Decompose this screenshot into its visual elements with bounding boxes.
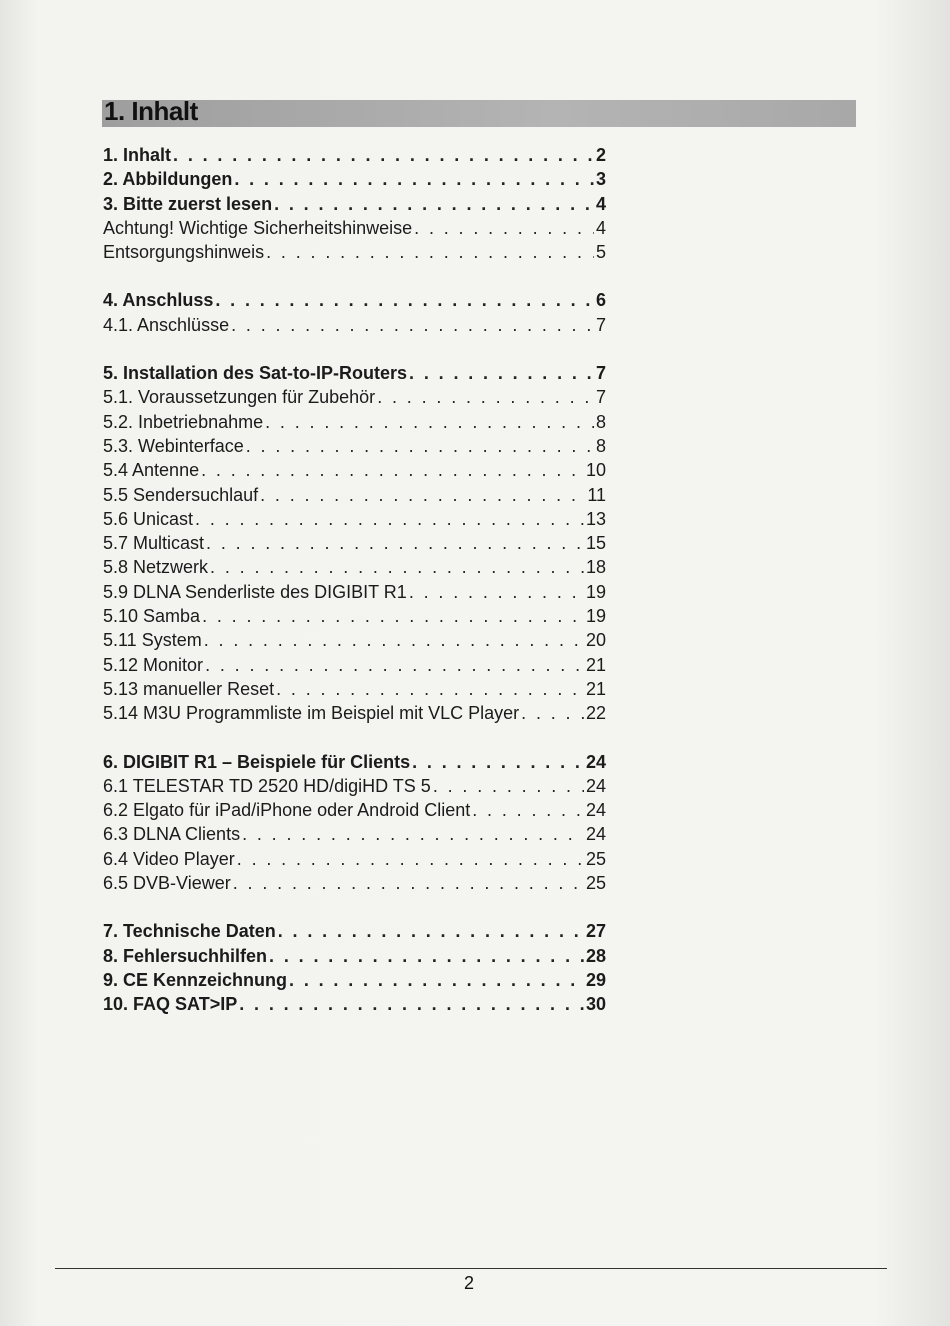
toc-entry-page: 19	[585, 581, 606, 602]
toc-entry	[103, 434, 606, 458]
toc-entry	[103, 628, 606, 652]
toc-entry-label: 6.5 DVB-Viewer	[103, 873, 231, 894]
toc-entry-page: 3	[595, 169, 606, 190]
toc-entry-label: 5.5 Sendersuchlauf	[103, 484, 259, 505]
toc-entry-label: 6.3 DLNA Clients	[103, 824, 241, 845]
toc-entry-label: 5.6 Unicast	[103, 508, 194, 529]
toc-entry-label: 1. Inhalt	[103, 145, 172, 165]
toc-entry-label: Achtung! Wichtige Sicherheitshinweise	[103, 217, 413, 238]
toc-dot-leader	[433, 774, 584, 798]
toc-dot-leader	[409, 361, 594, 385]
section-title: 1. Inhalt	[104, 96, 198, 126]
toc-entry-label: 4.1. Anschlüsse	[103, 314, 230, 335]
toc-entry	[103, 385, 606, 409]
toc-dot-leader	[260, 483, 585, 507]
toc-entry-page: 24	[585, 751, 606, 772]
toc-entry-label: 5.2. Inbetriebnahme	[103, 411, 264, 432]
toc-dot-leader	[377, 385, 594, 409]
toc-entry-page: 4	[595, 193, 606, 214]
toc-dot-leader	[472, 798, 584, 822]
toc-entry-page: 7	[595, 314, 606, 335]
footer-divider	[55, 1268, 887, 1269]
toc-entry-page: 7	[595, 387, 606, 408]
toc-dot-leader	[205, 653, 584, 677]
toc-entry-label: 5.1. Voraussetzungen für Zubehör	[103, 387, 376, 408]
toc-entry-label: 6.1 TELESTAR TD 2520 HD/digiHD TS 5	[103, 775, 431, 796]
toc-entry-page: 5	[595, 242, 606, 263]
toc-dot-leader	[206, 531, 584, 555]
toc-entry-page: 25	[585, 848, 606, 869]
toc-entry-label: 10. FAQ SAT>IP	[103, 994, 238, 1015]
toc-group-gap	[103, 264, 606, 288]
toc-dot-leader	[233, 871, 584, 895]
toc-dot-leader	[195, 507, 584, 531]
toc-entry-page: 24	[585, 824, 606, 845]
toc-entry-page: 8	[595, 435, 606, 456]
toc-entry	[103, 192, 606, 216]
toc-entry	[103, 822, 606, 846]
toc-entry-label: 2. Abbildungen	[103, 169, 233, 190]
toc-dot-leader	[269, 944, 584, 968]
toc-entry	[103, 555, 606, 579]
toc-entry-page: 7	[595, 363, 606, 384]
toc-entry-page: 8	[595, 411, 606, 432]
toc-dot-leader	[521, 701, 584, 725]
toc-entry-page: 21	[585, 678, 606, 699]
toc-group-gap	[103, 337, 606, 361]
toc-entry-label: 6. DIGIBIT R1 – Beispiele für Clients	[103, 751, 411, 772]
toc-dot-leader	[265, 410, 594, 434]
toc-entry	[103, 410, 606, 434]
toc-entry	[103, 604, 606, 628]
toc-entry-page: 15	[585, 533, 606, 554]
section-header-bar	[102, 100, 856, 127]
toc-entry-label: 6.4 Video Player	[103, 848, 235, 869]
toc-entry	[103, 240, 606, 264]
toc-entry-label: 5.9 DLNA Senderliste des DIGIBIT R1	[103, 581, 407, 602]
toc-entry	[103, 580, 606, 604]
toc-entry-page: 24	[585, 775, 606, 796]
toc-entry-label: 5.7 Multicast	[103, 533, 205, 554]
toc-entry-page: 4	[595, 217, 606, 238]
toc-entry-page: 18	[585, 557, 606, 578]
toc-entry	[103, 919, 606, 943]
toc-dot-leader	[234, 167, 594, 191]
table-of-contents	[103, 143, 606, 1017]
toc-entry	[103, 847, 606, 871]
page-number: 2	[464, 1273, 475, 1293]
toc-entry-page: 25	[585, 873, 606, 894]
toc-dot-leader	[274, 192, 594, 216]
toc-dot-leader	[289, 968, 584, 992]
toc-entry	[103, 798, 606, 822]
toc-entry	[103, 361, 606, 385]
toc-dot-leader	[231, 313, 594, 337]
toc-entry-page: 29	[585, 969, 606, 990]
toc-entry-page: 6	[595, 290, 606, 311]
toc-entry	[103, 507, 606, 531]
toc-dot-leader	[412, 750, 584, 774]
toc-dot-leader	[278, 919, 584, 943]
toc-dot-leader	[201, 458, 584, 482]
toc-entry	[103, 288, 606, 312]
toc-entry	[103, 871, 606, 895]
toc-entry-page: 13	[585, 508, 606, 529]
toc-entry	[103, 968, 606, 992]
toc-entry-label: 5.4 Antenne	[103, 460, 200, 481]
toc-entry-page: 11	[587, 484, 606, 505]
toc-entry-label: 3. Bitte zuerst lesen	[103, 193, 273, 214]
toc-entry-page: 19	[585, 606, 606, 627]
toc-entry	[103, 483, 606, 507]
toc-dot-leader	[239, 992, 584, 1016]
toc-entry	[103, 216, 606, 240]
toc-entry	[103, 701, 606, 725]
toc-entry-page: 28	[585, 945, 606, 966]
toc-entry-label: 5.12 Monitor	[103, 654, 204, 675]
toc-dot-leader	[409, 580, 584, 604]
toc-entry	[103, 677, 606, 701]
toc-dot-leader	[414, 216, 594, 240]
toc-entry-label: 5.14 M3U Programmliste im Beispiel mit VLC Player	[103, 703, 520, 724]
toc-entry	[103, 750, 606, 774]
toc-entry	[103, 143, 606, 167]
toc-entry-label: 7. Technische Daten	[103, 921, 276, 942]
toc-entry	[103, 167, 606, 191]
toc-entry-page: 21	[585, 654, 606, 675]
toc-entry	[103, 992, 606, 1016]
toc-dot-leader	[215, 288, 594, 312]
toc-entry-label: 5.11 System	[103, 630, 202, 651]
toc-entry	[103, 313, 606, 337]
toc-entry-label: 5. Installation des Sat-to-IP-Routers	[103, 363, 408, 384]
toc-dot-leader	[204, 628, 584, 652]
toc-entry-page: 30	[585, 994, 606, 1015]
toc-entry-label: Entsorgungshinweis	[103, 242, 265, 263]
toc-group-gap	[103, 895, 606, 919]
toc-dot-leader	[276, 677, 584, 701]
toc-entry-label: 4. Anschluss	[103, 290, 214, 311]
toc-entry	[103, 458, 606, 482]
toc-entry-page: 2	[595, 145, 606, 165]
toc-entry-label: 5.13 manueller Reset	[103, 678, 275, 699]
toc-dot-leader	[246, 434, 594, 458]
toc-entry-label: 8. Fehlersuchhilfen	[103, 945, 268, 966]
toc-entry	[103, 944, 606, 968]
toc-entry-label: 9. CE Kennzeichnung	[103, 969, 288, 990]
toc-entry-label: 5.3. Webinterface	[103, 435, 244, 456]
toc-dot-leader	[202, 604, 584, 628]
toc-entry-page: 27	[585, 921, 606, 942]
toc-entry	[103, 531, 606, 555]
toc-dot-leader	[242, 822, 584, 846]
toc-dot-leader	[173, 143, 594, 167]
toc-entry-label: 5.10 Samba	[103, 606, 201, 627]
toc-entry-label: 6.2 Elgato für iPad/iPhone oder Android Client	[103, 800, 471, 821]
toc-entry-page: 24	[585, 800, 606, 821]
toc-entry	[103, 774, 606, 798]
toc-entry-page: 22	[585, 703, 606, 724]
toc-dot-leader	[266, 240, 594, 264]
toc-entry-page: 10	[585, 460, 606, 481]
toc-entry-page: 20	[585, 630, 606, 651]
toc-dot-leader	[237, 847, 584, 871]
toc-entry	[103, 653, 606, 677]
toc-group-gap	[103, 726, 606, 750]
toc-entry-label: 5.8 Netzwerk	[103, 557, 209, 578]
toc-dot-leader	[210, 555, 584, 579]
